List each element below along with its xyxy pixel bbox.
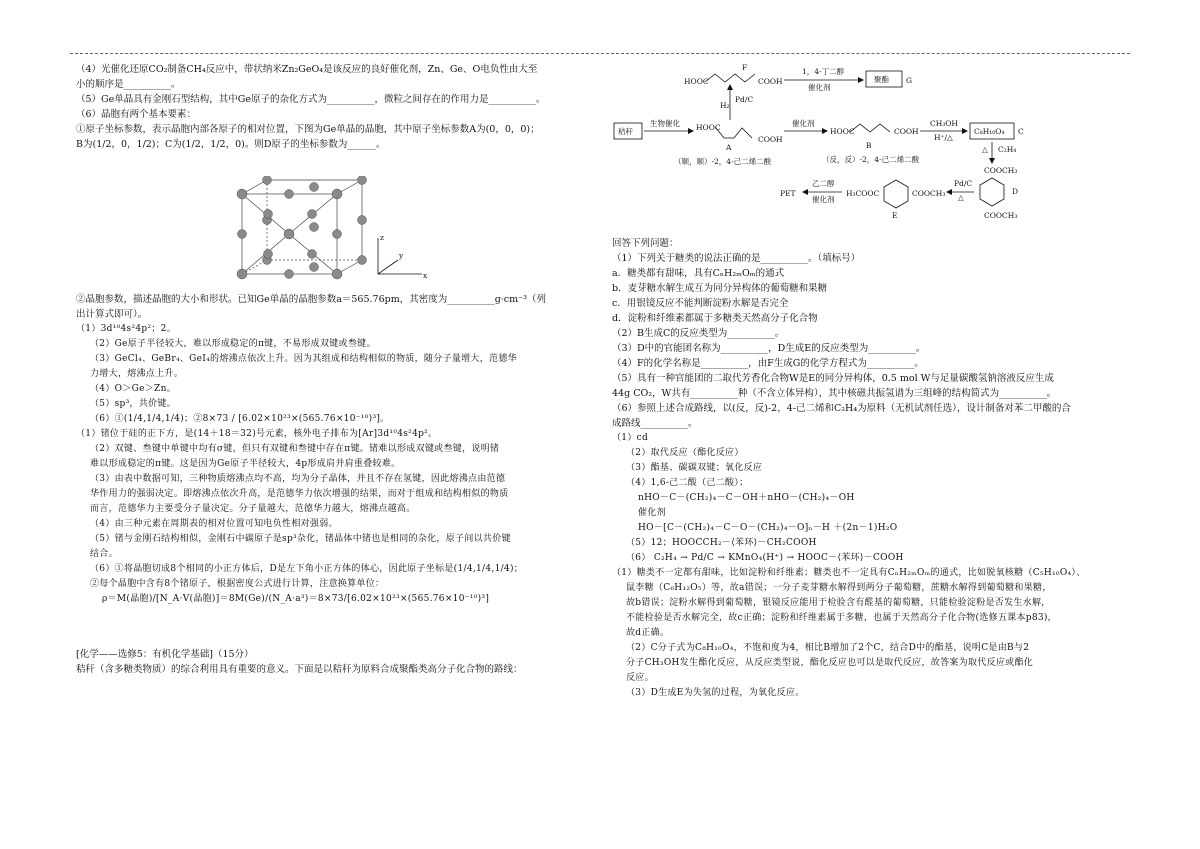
- r-answer-5: （5）12；HOOCCH₂－⟨苯环⟩－CH₂COOH: [626, 538, 817, 548]
- pdc-2-label: Pd/C: [954, 179, 973, 188]
- r-question-3: （3）D中的官能团名称为__________，D生成E的反应类型为__________。: [612, 343, 926, 354]
- pet-label: PET: [780, 189, 796, 198]
- explain-6-cont: ②每个晶胞中含有8个锗原子，根据密度公式进行计算，注意换算单位：: [90, 579, 385, 589]
- r-explain-2b: 分子CH₃OH发生酯化反应，从反应类型说，酯化反应也可以是取代反应，故答案为取代反应或酯化: [626, 658, 1034, 668]
- answer-5: （5）sp³，共价键。: [90, 399, 177, 409]
- r-question-6-cont: 成路线__________。: [612, 418, 698, 429]
- r-answer-4-catalyst: 催化剂: [638, 508, 666, 518]
- answer-3: （3）GeCl₄、GeBr₄、GeI₄的熔沸点依次上升。因为其组成和结构相似的物质，随分子量增大，范德华: [90, 354, 517, 364]
- question-6-part-2: ②晶胞参数，描述晶胞的大小和形状。已知Ge单晶的晶胞参数a＝565.76pm，其密度为__________g·cm⁻³（列: [76, 294, 546, 305]
- gap: [76, 607, 606, 647]
- r-explain-1c: 故b错误；淀粉水解得到葡萄糖，银镜反应能用于检验含有醛基的葡萄糖，只能检验淀粉是否发生水解，: [626, 598, 1051, 608]
- question-6-part-1: ①原子坐标参数，表示晶胞内部各原子的相对位置，下图为Ge单晶的晶胞，其中原子坐标参数A为(0，0，0)；: [76, 124, 540, 135]
- straw-box: 秸秆: [618, 127, 633, 136]
- a-label: A: [726, 143, 732, 152]
- r-answer-2: （2）取代反应（酯化反应）: [626, 448, 744, 458]
- explain-6: （6）①将晶胞切成8个相同的小正方体后，D是左下角小正方体的体心，因此原子坐标是(1/4,1/4,1/4)；: [90, 564, 524, 574]
- butanediol-label: 1，4-丁二醇: [802, 67, 845, 76]
- f-cooh: COOH: [758, 77, 783, 86]
- explain-5: （5）锗与金刚石结构相似，金刚石中碳原子是sp³杂化，锗晶体中锗也是相同的杂化，原子间以共价键: [90, 534, 511, 544]
- r-question-5-cont: 44g CO₂，W共有__________种（不含立体异构），其中核磁共振氢谱为三组峰的结构简式为__________。: [612, 388, 1057, 399]
- density-formula: ρ＝M(晶胞)/[N_A·V(晶胞)]＝8M(Ge)/(N_A·a³)＝8×73/[6.02×10²³×(565.76×10⁻¹⁰)³]: [102, 594, 490, 604]
- pdc-label: Pd/C: [735, 95, 754, 104]
- acid-heat-label: H⁺/△: [934, 133, 953, 142]
- f-label: F: [742, 63, 748, 72]
- r-answer-4-eq2: HO－[C－(CH₂)₄－C－O－(CH₂)₄－O]ₙ－H ＋(2n－1)H₂O: [638, 523, 898, 533]
- option-a: a．糖类都有甜味，具有CₙH₂ₘOₘ的通式: [612, 268, 785, 279]
- explain-5-cont: 结合。: [90, 549, 118, 559]
- top-divider: [70, 53, 1130, 54]
- b-hooc: HOOC: [830, 127, 855, 136]
- d-delta: △: [958, 193, 964, 202]
- ethylene-label: C₂H₄: [998, 145, 1017, 154]
- r6-step-pdc: Pd/C: [691, 553, 715, 563]
- r-answer-3: （3）酯基、碳碳双键；氧化反应: [626, 463, 763, 473]
- c-label: C: [1018, 127, 1024, 136]
- r-question-6: （6）参照上述合成路线，以(反，反)-2，4-己二烯和C₂H₄为原料（无机试剂任选），设计制备对苯二甲酸的合: [612, 403, 1071, 414]
- r6-step-kmno4: KMnO₄(H⁺): [728, 553, 784, 563]
- answer-2: （2）Ge原子半径较大，难以形成稳定的π键，不易形成双键或叁键。: [90, 339, 376, 349]
- r-explain-1: （1）糖类不一定都有甜味，比如淀粉和纤维素；糖类也不一定具有CₙH₂ₘOₘ的通式，比如脱氧核糖（C₅H₁₀O₄）、: [612, 568, 1086, 578]
- catalyst-label: 催化剂: [792, 119, 815, 128]
- r-answer-6-label: （6）: [626, 553, 651, 563]
- b-cooh: COOH: [894, 127, 919, 136]
- polyester-box: 聚酯: [874, 75, 889, 84]
- r-explain-1e: 故d正确。: [626, 628, 670, 638]
- f-hooc: HOOC: [684, 77, 709, 86]
- catalyst-2-label: 催化剂: [808, 83, 831, 92]
- right-column: [612, 236, 1142, 701]
- r6-product: HOOC－⟨苯环⟩－COOH: [797, 553, 904, 563]
- r-explain-2: （2）C分子式为C₈H₁₀O₄，不饱和度为4，相比B增加了2个C，结合D中的酯基，说明C是由B与2: [626, 643, 1030, 653]
- r6-step-c2h4: C₂H₄: [653, 553, 677, 563]
- r-answer-4-eq1: nHO－C－(CH₂)₄－C－OH＋nHO－(CH₂)₄－OH: [638, 493, 855, 503]
- e-right-ester: COOCH₃: [912, 189, 946, 198]
- r-explain-2c: 反应。: [626, 673, 654, 683]
- question-4: （4）光催化还原CO₂制备CH₄反应中，带状纳米Zn₂GeO₄是该反应的良好催化剂，Zn、Ge、O电负性由大至: [76, 64, 538, 75]
- e-label: E: [892, 211, 898, 220]
- option-b: b．麦芽糖水解生成互为同分异构体的葡萄糖和果糖: [612, 283, 828, 294]
- synthesis-route-diagram: [612, 58, 1132, 236]
- y-axis-label: y: [399, 251, 404, 260]
- questions-head: 回答下列问题：: [612, 238, 679, 249]
- catalyst-3-label: 催化剂: [812, 195, 835, 204]
- explain-4: （4）由三种元素在周期表的相对位置可知电负性相对强弱。: [90, 519, 338, 529]
- ge-unit-cell-figure: [232, 176, 432, 282]
- option-c: c．用银镜反应不能判断淀粉水解是否完全: [612, 298, 789, 309]
- h2-label: H₂: [720, 101, 730, 110]
- c-formula-box: C₈H₁₀O₄: [974, 127, 1005, 136]
- a-caption: （顺，顺）-2，4-己二烯二酸: [674, 157, 772, 166]
- option-d: d．淀粉和纤维素都属于多糖类天然高分子化合物: [612, 313, 818, 324]
- question-4-cont: 小的顺序是__________。: [76, 79, 181, 90]
- r-explain-3: （3）D生成E为失氢的过程，为氧化反应。: [626, 688, 805, 698]
- question-6: （6）晶胞有两个基本要素：: [76, 109, 197, 120]
- d-bottom-ester: COOCH₃: [984, 211, 1018, 220]
- e-left-ester: H₃COOC: [846, 189, 880, 198]
- r-answer-4: （4）1,6-己二酸（己二酸）；: [626, 478, 749, 488]
- a-cooh: COOH: [758, 135, 783, 144]
- explain-3: （3）由表中数据可知，三种物质熔沸点均不高，均为分子晶体，并且不存在氢键，因此熔沸点由范德: [90, 474, 506, 484]
- explain-1: （1）锗位于硅的正下方，是(14＋18＝32)号元素，核外电子排布为[Ar]3d¹⁰4s²4p²。: [76, 429, 438, 439]
- c-delta: △: [982, 145, 988, 154]
- section-heading: [化学——选修5：有机化学基础]（15分）: [76, 649, 254, 660]
- question-6-part-1-cont: B为(1/2，0，1/2)；C为(1/2，1/2，0)。则D原子的坐标参数为______。: [76, 139, 386, 150]
- r-answer-1: （1）cd: [612, 433, 649, 443]
- question-5: （5）Ge单晶具有金刚石型结构，其中Ge原子的杂化方式为__________，微粒之间存在的作用力是__________。: [76, 94, 546, 105]
- r-question-2: （2）B生成C的反应类型为__________。: [612, 328, 785, 339]
- d-label: D: [1012, 187, 1019, 196]
- explain-2: （2）双键、叁键中单键中均有σ键，但只有双键和叁键中存在π键。锗难以形成双键或叁键，说明锗: [90, 444, 500, 454]
- explain-3-cont: 华作用力的强弱决定。即熔沸点依次升高，是范德华力依次增强的结果，而对于组成和结构相似的物质: [90, 489, 509, 499]
- r-question-1: （1）下列关于糖类的说法正确的是__________。（填标号）: [612, 253, 861, 264]
- a-hooc: HOOC: [696, 123, 721, 132]
- b-label: B: [866, 141, 872, 150]
- g-label: G: [906, 76, 912, 85]
- section-intro: 秸秆（含多糖类物质）的综合利用具有重要的意义。下面是以秸秆为原料合成聚酯类高分子化合物的路线：: [76, 664, 523, 675]
- r-answer-6: （6） C₂H₄ → Pd/C → KMnO₄(H⁺) → HOOC－⟨苯环⟩－COOH: [626, 553, 904, 563]
- answer-6: （6）①(1/4,1/4,1/4)；②8×73 / [6.02×10²³×(565.76×10⁻¹⁰)³]。: [90, 414, 390, 424]
- x-axis-label: x: [423, 271, 428, 280]
- glycol-label: 乙二醇: [812, 179, 835, 188]
- r-explain-1b: 鼠李糖（C₆H₁₂O₅）等，故a错误；一分子麦芽糖水解得到两分子葡萄糖，蔗糖水解得到葡萄糖和果糖，: [626, 583, 1052, 593]
- b-caption: （反，反）-2，4-己二烯二酸: [822, 155, 920, 164]
- z-axis-label: z: [380, 233, 384, 242]
- methanol-label: CH₃OH: [930, 119, 958, 128]
- answer-1: （1）3d¹⁰4s²4p²；2。: [76, 324, 177, 334]
- r-question-4: （4）F的化学名称是__________，由F生成G的化学方程式为__________。: [612, 358, 924, 369]
- d-top-ester: COOCH₃: [984, 166, 1018, 175]
- left-column: [76, 62, 606, 677]
- explain-2-cont: 难以形成稳定的π键。这是因为Ge原子半径较大，4p形成肩并肩重叠较难。: [90, 459, 401, 469]
- answer-3-cont: 力增大，熔沸点上升。: [90, 369, 184, 379]
- r-question-5: （5）具有一种官能团的二取代芳香化合物W是E的同分异构体，0.5 mol W与足量碳酸氢钠溶液反应生成: [612, 373, 1054, 384]
- bio-catalysis-label: 生物催化: [650, 119, 680, 128]
- answer-4: （4）O＞Ge＞Zn。: [90, 384, 176, 394]
- r-explain-1d: 不能检验是否水解完全，故c正确；淀粉和纤维素属于多糖，也属于天然高分子化合物(选修五课本p83)，: [626, 613, 1057, 623]
- explain-3-cont2: 而言，范德华力主要受分子量决定。分子量越大，范德华力越大，熔沸点越高。: [90, 504, 416, 514]
- question-6-part-2-cont: 出计算式即可）。: [76, 309, 148, 320]
